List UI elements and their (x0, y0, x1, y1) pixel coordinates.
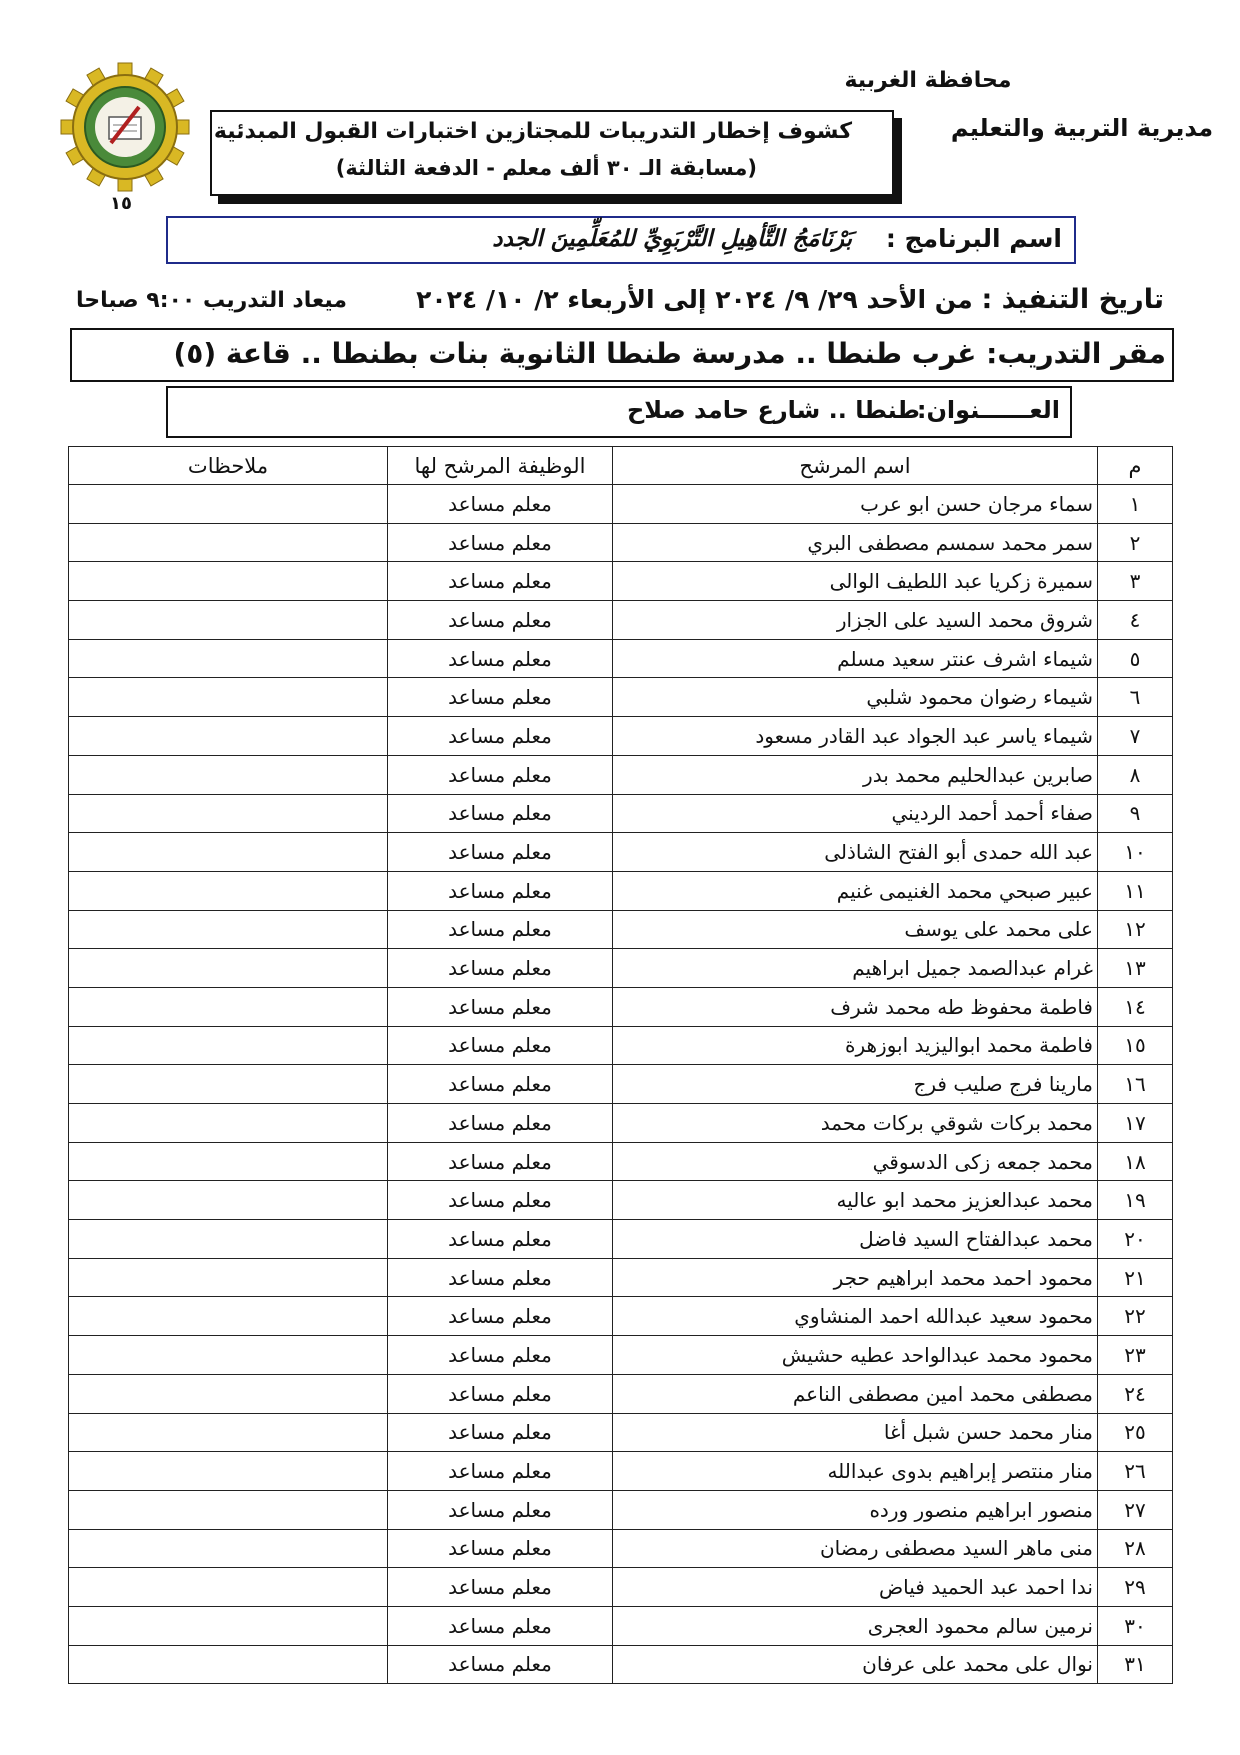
row-number: ١٢ (1098, 910, 1173, 949)
address-box (166, 386, 1072, 438)
candidate-job: معلم مساعد (388, 523, 613, 562)
row-number: ١٨ (1098, 1142, 1173, 1181)
candidate-job: معلم مساعد (388, 1374, 613, 1413)
table-row (69, 1413, 1173, 1452)
candidate-notes (69, 987, 388, 1026)
candidate-name: شيماء اشرف عنتر سعيد مسلم (613, 639, 1098, 678)
candidate-notes (69, 1065, 388, 1104)
row-number: ١٥ (1098, 1026, 1173, 1065)
candidate-name: عبد الله حمدى أبو الفتح الشاذلى (613, 833, 1098, 872)
candidate-job: معلم مساعد (388, 755, 613, 794)
candidate-notes (69, 1374, 388, 1413)
candidate-name: محمد عبدالفتاح السيد فاضل (613, 1220, 1098, 1259)
candidate-job: معلم مساعد (388, 639, 613, 678)
header-name: اسم المرشح (613, 447, 1098, 485)
document-title: كشوف إخطار التدريبات للمجتازين اختبارات القبول المبدئية (213, 119, 852, 144)
candidate-name: سمر محمد سمسم مصطفى البري (613, 523, 1098, 562)
table-row (69, 1374, 1173, 1413)
page-number: ١٥ (110, 193, 132, 214)
address-value: طنطا .. شارع حامد صلاح (626, 396, 920, 424)
candidate-name: منى ماهر السيد مصطفى رمضان (613, 1529, 1098, 1568)
row-number: ١٧ (1098, 1104, 1173, 1143)
table-row (69, 1568, 1173, 1607)
candidate-notes (69, 485, 388, 524)
table-row (69, 1529, 1173, 1568)
table-row (69, 833, 1173, 872)
table-row (69, 1606, 1173, 1645)
row-number: ٣١ (1098, 1645, 1173, 1684)
candidate-name: عبير صبحي محمد الغنيمى غنيم (613, 871, 1098, 910)
table-row (69, 910, 1173, 949)
candidate-notes (69, 794, 388, 833)
table-row (69, 1258, 1173, 1297)
candidate-notes (69, 1490, 388, 1529)
row-number: ١٤ (1098, 987, 1173, 1026)
candidate-job: معلم مساعد (388, 949, 613, 988)
candidate-name: محمد عبدالعزيز محمد ابو عاليه (613, 1181, 1098, 1220)
candidate-job: معلم مساعد (388, 562, 613, 601)
table-row (69, 523, 1173, 562)
candidate-job: معلم مساعد (388, 987, 613, 1026)
candidate-name: صابرين عبدالحليم محمد بدر (613, 755, 1098, 794)
gear-emblem-icon (60, 62, 190, 192)
candidate-job: معلم مساعد (388, 833, 613, 872)
candidate-job: معلم مساعد (388, 1413, 613, 1452)
document-title-box (210, 110, 894, 196)
candidate-job: معلم مساعد (388, 1452, 613, 1491)
candidate-job: معلم مساعد (388, 1026, 613, 1065)
candidate-notes (69, 523, 388, 562)
candidate-job: معلم مساعد (388, 1336, 613, 1375)
candidate-name: منصور ابراهيم منصور ورده (613, 1490, 1098, 1529)
candidate-name: منار محمد حسن شبل أغا (613, 1413, 1098, 1452)
candidate-job: معلم مساعد (388, 1065, 613, 1104)
candidate-name: شروق محمد السيد على الجزار (613, 601, 1098, 640)
candidate-notes (69, 1181, 388, 1220)
row-number: ٢٧ (1098, 1490, 1173, 1529)
table-row (69, 871, 1173, 910)
candidate-name: مصطفى محمد امين مصطفى الناعم (613, 1374, 1098, 1413)
row-number: ٣ (1098, 562, 1173, 601)
candidates-table (68, 446, 1173, 1684)
candidate-notes (69, 1413, 388, 1452)
candidate-notes (69, 871, 388, 910)
candidate-notes (69, 1529, 388, 1568)
candidate-job: معلم مساعد (388, 910, 613, 949)
candidate-name: غرام عبدالصمد جميل ابراهيم (613, 949, 1098, 988)
table-row (69, 485, 1173, 524)
candidate-notes (69, 678, 388, 717)
candidate-name: منار منتصر إبراهيم بدوى عبدالله (613, 1452, 1098, 1491)
table-row (69, 717, 1173, 756)
candidate-job: معلم مساعد (388, 1181, 613, 1220)
row-number: ٢٦ (1098, 1452, 1173, 1491)
candidate-notes (69, 833, 388, 872)
candidate-job: معلم مساعد (388, 1142, 613, 1181)
row-number: ٨ (1098, 755, 1173, 794)
row-number: ٢٤ (1098, 1374, 1173, 1413)
candidate-job: معلم مساعد (388, 1529, 613, 1568)
governorate-name: محافظة الغربية (844, 68, 1012, 93)
row-number: ١ (1098, 485, 1173, 524)
table-row (69, 1336, 1173, 1375)
candidate-notes (69, 1297, 388, 1336)
candidate-job: معلم مساعد (388, 1220, 613, 1259)
candidate-name: سميرة زكريا عبد اللطيف الوالى (613, 562, 1098, 601)
execution-date-label: تاريخ التنفيذ : (981, 284, 1164, 315)
candidate-notes (69, 1142, 388, 1181)
table-header-row (69, 447, 1173, 485)
header-notes: ملاحظات (69, 447, 388, 485)
table-row (69, 1104, 1173, 1143)
candidate-job: معلم مساعد (388, 1568, 613, 1607)
execution-date-range: من الأحد ٢٩/ ٩/ ٢٠٢٤ إلى الأربعاء ٢/ ١٠/ ٢٠٢٤ (416, 285, 973, 314)
candidate-notes (69, 1026, 388, 1065)
candidate-notes (69, 1258, 388, 1297)
candidate-notes (69, 1220, 388, 1259)
row-number: ٥ (1098, 639, 1173, 678)
candidate-name: محمود محمد عبدالواحد عطيه حشيش (613, 1336, 1098, 1375)
candidate-job: معلم مساعد (388, 485, 613, 524)
candidate-name: شيماء رضوان محمود شلبي (613, 678, 1098, 717)
candidate-name: محمد جمعه زكى الدسوقي (613, 1142, 1098, 1181)
candidate-notes (69, 639, 388, 678)
candidate-name: سماء مرجان حسن ابو عرب (613, 485, 1098, 524)
candidate-job: معلم مساعد (388, 1258, 613, 1297)
table-row (69, 1220, 1173, 1259)
row-number: ١٩ (1098, 1181, 1173, 1220)
row-number: ١١ (1098, 871, 1173, 910)
row-number: ٢٣ (1098, 1336, 1173, 1375)
candidate-notes (69, 1606, 388, 1645)
candidate-name: مارينا فرج صليب فرج (613, 1065, 1098, 1104)
row-number: ٤ (1098, 601, 1173, 640)
table-row (69, 1142, 1173, 1181)
table-row (69, 987, 1173, 1026)
row-number: ٢٥ (1098, 1413, 1173, 1452)
candidate-name: محمود سعيد عبدالله احمد المنشاوي (613, 1297, 1098, 1336)
candidate-name: ندا احمد عبد الحميد فياض (613, 1568, 1098, 1607)
row-number: ٢٩ (1098, 1568, 1173, 1607)
table-row (69, 949, 1173, 988)
candidate-notes (69, 949, 388, 988)
table-row (69, 601, 1173, 640)
row-number: ٢ (1098, 523, 1173, 562)
candidate-notes (69, 910, 388, 949)
candidate-notes (69, 1452, 388, 1491)
header-job: الوظيفة المرشح لها (388, 447, 613, 485)
candidate-job: معلم مساعد (388, 1645, 613, 1684)
candidate-job: معلم مساعد (388, 601, 613, 640)
row-number: ٢١ (1098, 1258, 1173, 1297)
table-row (69, 1297, 1173, 1336)
row-number: ١٣ (1098, 949, 1173, 988)
table-row (69, 1490, 1173, 1529)
table-row (69, 562, 1173, 601)
candidate-job: معلم مساعد (388, 1297, 613, 1336)
table-row (69, 678, 1173, 717)
table-row (69, 794, 1173, 833)
candidate-job: معلم مساعد (388, 871, 613, 910)
table-row (69, 1645, 1173, 1684)
candidate-name: صفاء أحمد أحمد الرديني (613, 794, 1098, 833)
candidate-job: معلم مساعد (388, 717, 613, 756)
table-row (69, 755, 1173, 794)
header-num: م (1098, 447, 1173, 485)
table-row (69, 1065, 1173, 1104)
candidate-notes (69, 1568, 388, 1607)
training-location-box (70, 328, 1174, 382)
candidate-name: نوال على محمد على عرفان (613, 1645, 1098, 1684)
row-number: ٩ (1098, 794, 1173, 833)
row-number: ١٠ (1098, 833, 1173, 872)
candidate-name: فاطمة محمد ابواليزيد ابوزهرة (613, 1026, 1098, 1065)
row-number: ٣٠ (1098, 1606, 1173, 1645)
candidate-notes (69, 1336, 388, 1375)
candidate-notes (69, 601, 388, 640)
candidate-notes (69, 562, 388, 601)
program-label: اسم البرنامج : (885, 224, 1062, 253)
candidate-notes (69, 755, 388, 794)
table-row (69, 1026, 1173, 1065)
training-location: مقر التدريب: غرب طنطا .. مدرسة طنطا الثانوية بنات بطنطا .. قاعة (٥) (173, 337, 1166, 370)
table-row (69, 1452, 1173, 1491)
row-number: ٧ (1098, 717, 1173, 756)
candidate-name: محمود احمد محمد ابراهيم حجر (613, 1258, 1098, 1297)
program-name: بَرْنَامَجُ التَّأهِيلِ التَّرْبَوِيِّ للمُعَلِّمِينَ الجدد (492, 226, 852, 252)
program-box (166, 216, 1076, 264)
execution-dates (416, 284, 1164, 315)
ministry-logo-icon (60, 62, 190, 192)
candidate-job: معلم مساعد (388, 794, 613, 833)
candidate-job: معلم مساعد (388, 1490, 613, 1529)
candidate-notes (69, 717, 388, 756)
address-label: العــــــنوان: (916, 396, 1060, 424)
document-subtitle: (مسابقة الـ ٣٠ ألف معلم - الدفعة الثالثة) (335, 156, 757, 180)
candidate-name: محمد بركات شوقي بركات محمد (613, 1104, 1098, 1143)
table-row (69, 639, 1173, 678)
candidate-job: معلم مساعد (388, 1104, 613, 1143)
candidate-name: فاطمة محفوظ طه محمد شرف (613, 987, 1098, 1026)
candidate-name: نرمين سالم محمود العجرى (613, 1606, 1098, 1645)
candidate-notes (69, 1104, 388, 1143)
candidate-job: معلم مساعد (388, 678, 613, 717)
candidate-name: شيماء ياسر عبد الجواد عبد القادر مسعود (613, 717, 1098, 756)
training-time: ميعاد التدريب ٩:٠٠ صباحا (76, 288, 347, 313)
candidate-job: معلم مساعد (388, 1606, 613, 1645)
table-row (69, 1181, 1173, 1220)
row-number: ٦ (1098, 678, 1173, 717)
directorate-name: مديرية التربية والتعليم (950, 114, 1214, 142)
row-number: ٢٠ (1098, 1220, 1173, 1259)
row-number: ٢٨ (1098, 1529, 1173, 1568)
row-number: ١٦ (1098, 1065, 1173, 1104)
candidate-notes (69, 1645, 388, 1684)
row-number: ٢٢ (1098, 1297, 1173, 1336)
candidate-name: على محمد على يوسف (613, 910, 1098, 949)
